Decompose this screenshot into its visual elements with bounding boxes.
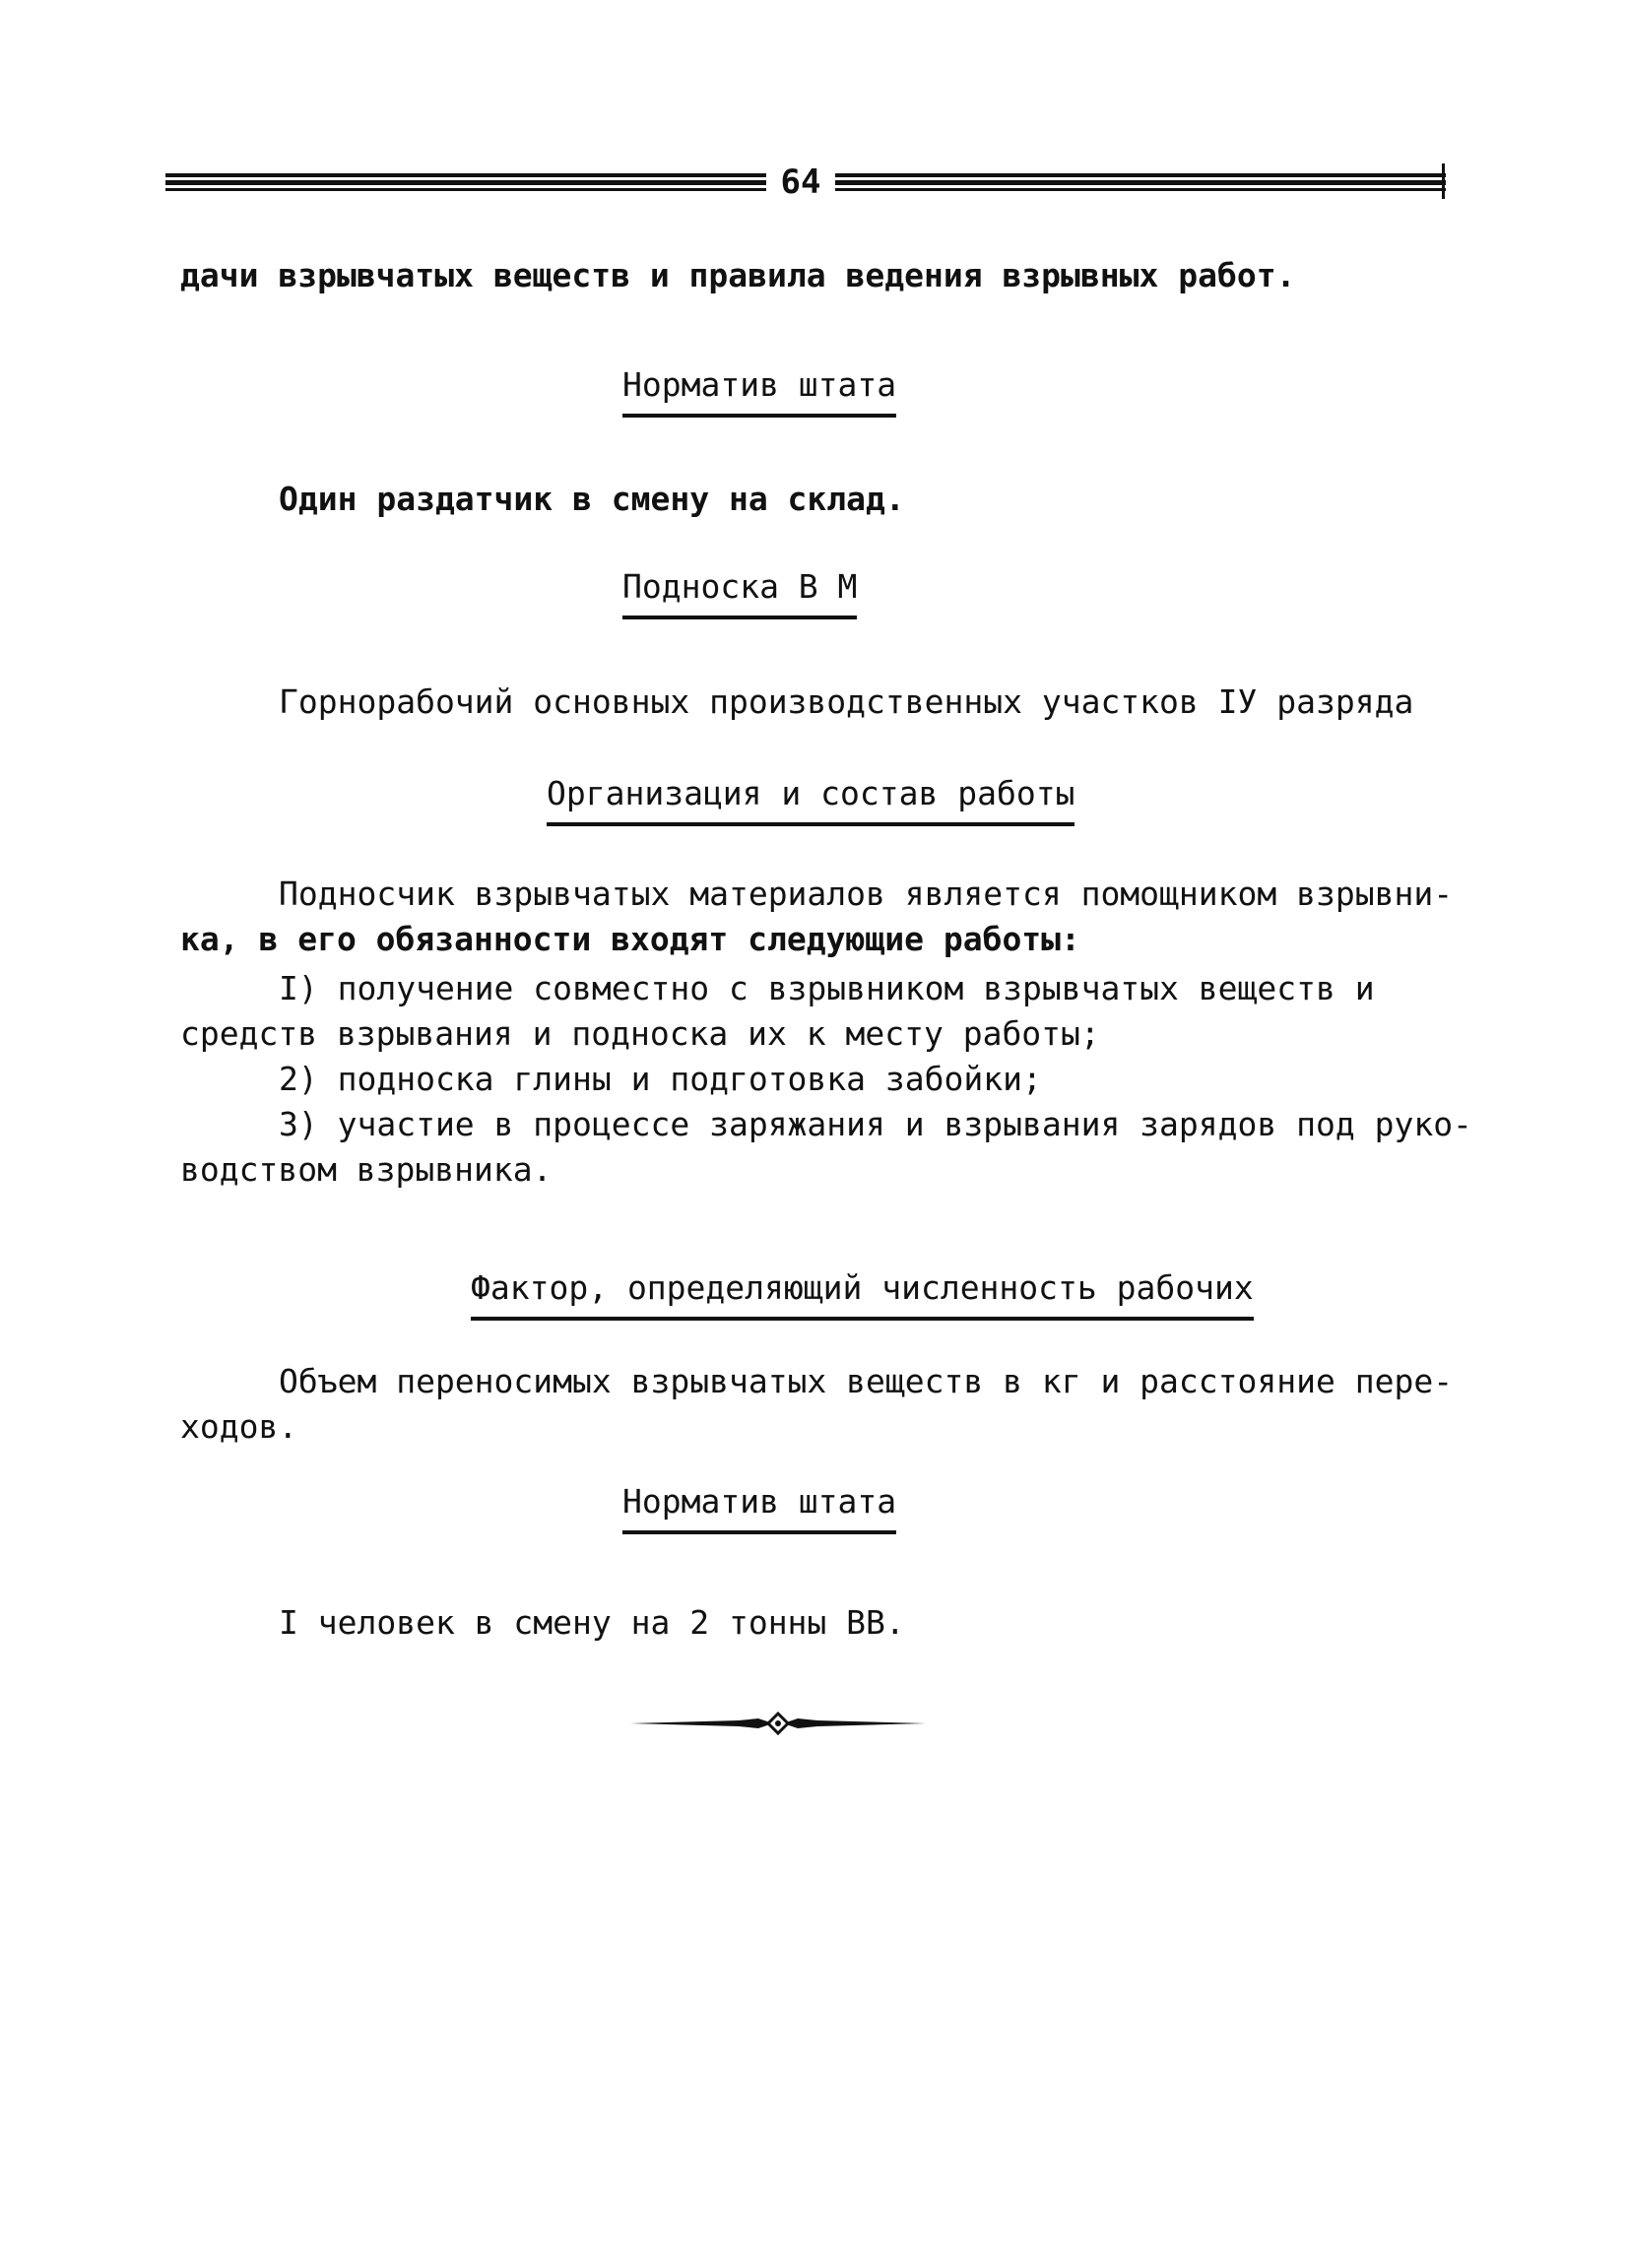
list-item-1: I) получение совместно с взрывником взрывчатых веществ и [279,969,1375,1007]
section3-paragraph [180,872,1472,1193]
heading-underline [471,1317,1254,1321]
section-heading-carrying [622,564,857,619]
heading-text: Норматив штата [622,1482,897,1521]
heading-underline [622,414,896,418]
section5-text: I человек в смену на 2 тонны ВВ. [279,1603,905,1642]
page-header [165,158,1446,207]
heading-text: Фактор, определяющий численность рабочих [471,1268,1254,1307]
paragraph-line: водством взрывника. [180,1150,553,1189]
heading-underline [622,616,857,619]
heading-underline [622,1530,896,1534]
paragraph-line: Объем переносимых взрывчатых веществ в кг и расстояние пере- [279,1362,1454,1400]
end-ornament-icon [630,1709,926,1738]
header-rule-right [835,173,1446,193]
section4-paragraph [180,1359,1454,1450]
heading-text: Норматив штата [622,365,897,404]
intro-line: дачи взрывчатых веществ и правила ведения взрывных работ. [180,256,1296,294]
page-number: 64 [780,162,821,202]
paragraph-line: ходов. [180,1407,298,1446]
section-heading-staff-norm-1 [622,362,896,418]
section-heading-organization [547,771,1074,826]
section2-text: Горнорабочий основных производственных участков IУ разряда [279,682,1414,721]
section-heading-staff-norm-2 [622,1479,896,1534]
section-heading-factor [471,1265,1254,1321]
paragraph-line: средств взрывания и подноска их к месту работы; [180,1014,1100,1053]
heading-text: Подноска В М [622,567,858,606]
section1-text: Один раздатчик в смену на склад. [279,480,905,518]
header-rule-left [165,173,766,193]
list-item-2: 2) подноска глины и подготовка забойки; [279,1060,1042,1098]
heading-text: Организация и состав работы [547,774,1075,812]
header-rule-end-mark [1442,163,1445,199]
list-item-3: 3) участие в процессе заряжания и взрывания зарядов под руко- [279,1105,1472,1143]
paragraph-line: Подносчик взрывчатых материалов является помощником взрывни- [279,875,1454,913]
heading-underline [547,822,1074,826]
paragraph-line: ка, в его обязанности входят следующие работы: [180,920,1080,958]
